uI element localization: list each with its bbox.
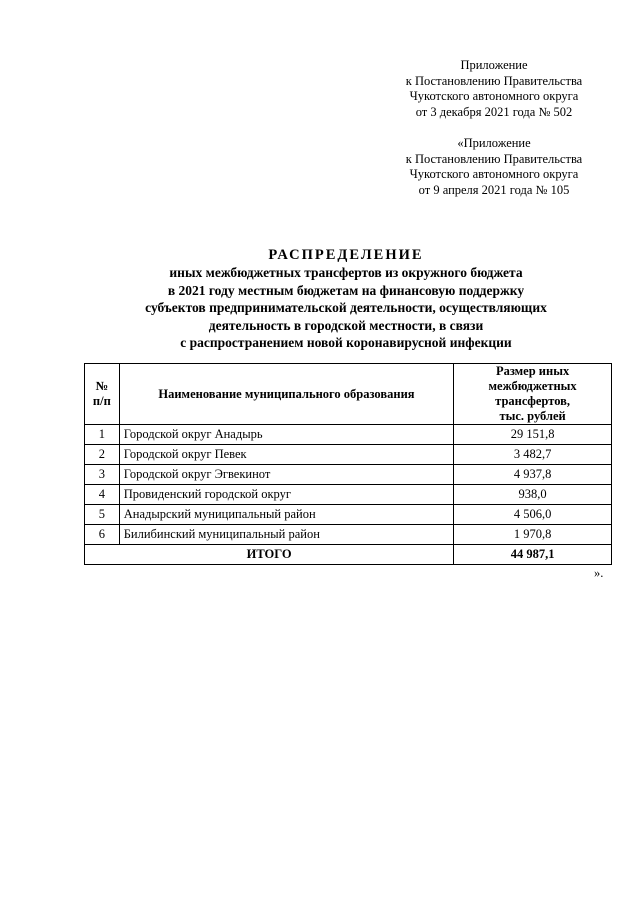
header-number-sign: № [95, 379, 109, 393]
row-municipality: Городской округ Певек [119, 445, 453, 465]
table-row [85, 445, 612, 465]
row-municipality: Анадырский муниципальный район [119, 505, 453, 525]
row-number: 1 [85, 425, 120, 445]
subtitle-line: в 2021 году местным бюджетам на финансовую поддержку [167, 282, 525, 298]
header-line: от 3 декабря 2021 года № 502 [415, 104, 573, 119]
header-line: «Приложение [457, 136, 531, 150]
document-subtitle [80, 264, 612, 352]
distribution-table [84, 363, 612, 565]
table-row [85, 525, 612, 545]
row-municipality: Билибинский муниципальный район [119, 525, 453, 545]
row-number: 6 [85, 525, 120, 545]
header-amount-line: тыс. рублей [499, 409, 566, 423]
row-municipality: Городской округ Эгвекинот [119, 465, 453, 485]
subtitle-line: иных межбюджетных трансфертов из окружного бюджета [169, 265, 523, 280]
row-municipality: Провиденский городской округ [119, 485, 453, 505]
table-row [85, 425, 612, 445]
row-amount: 938,0 [454, 485, 612, 505]
header-number [85, 364, 120, 425]
header-line: от 9 апреля 2021 года № 105 [418, 182, 570, 197]
document-title: РАСПРЕДЕЛЕНИЕ [268, 247, 424, 263]
subtitle-line: деятельность в городской местности, в связи [208, 317, 484, 333]
header-line: Чукотского автономного округа [409, 89, 579, 103]
total-label: ИТОГО [85, 545, 454, 565]
subtitle-line: субъектов предпринимательской деятельности, осуществляющих [145, 300, 547, 315]
row-amount: 4 506,0 [454, 505, 612, 525]
subtitle-line: с распространением новой коронавирусной инфекции [180, 335, 512, 350]
row-amount: 3 482,7 [454, 445, 612, 465]
row-number: 3 [85, 465, 120, 485]
row-number: 4 [85, 485, 120, 505]
row-amount: 29 151,8 [454, 425, 612, 445]
header-line: Чукотского автономного округа [409, 167, 579, 181]
header-line: к Постановлению Правительства [405, 73, 583, 88]
table-row [85, 485, 612, 505]
table-header-row [85, 364, 612, 425]
closing-quote-mark: ». [594, 566, 604, 580]
row-number: 5 [85, 505, 120, 525]
header-amount-line: межбюджетных [488, 379, 577, 393]
header-municipality: Наименование муниципального образования [119, 364, 453, 425]
header-number-abbr: п/п [92, 394, 111, 408]
table-row [85, 505, 612, 525]
original-appendix-header [398, 136, 590, 198]
row-amount: 1 970,8 [454, 525, 612, 545]
document-title-block [80, 246, 612, 352]
approval-header [398, 58, 590, 120]
header-line: к Постановлению Правительства [405, 151, 583, 166]
row-amount: 4 937,8 [454, 465, 612, 485]
table-row [85, 465, 612, 485]
table-total-row [85, 545, 612, 565]
row-number: 2 [85, 445, 120, 465]
header-amount [454, 364, 612, 425]
header-amount-line: трансфертов, [495, 394, 571, 408]
row-municipality: Городской округ Анадырь [119, 425, 453, 445]
header-line: Приложение [460, 58, 528, 72]
header-amount-line: Размер иных [495, 364, 570, 378]
total-amount: 44 987,1 [454, 545, 612, 565]
